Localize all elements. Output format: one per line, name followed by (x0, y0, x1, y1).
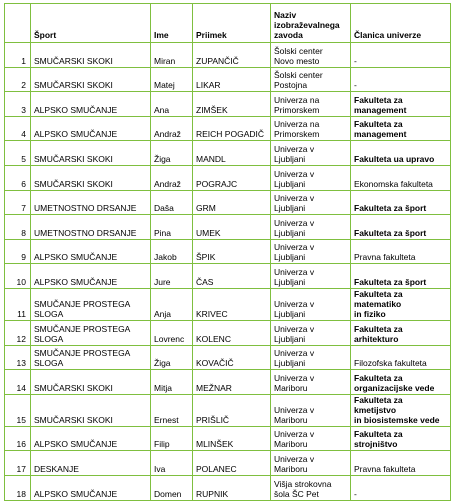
cell-last-name: REICH POGADIČ (193, 116, 271, 141)
cell-last-name: KOLENC (193, 320, 271, 345)
cell-sport: ALPSKO SMUČANJE (31, 239, 151, 264)
table-row (5, 345, 451, 370)
cell-row-number: 12 (5, 320, 31, 345)
cell-sport: SMUČARSKI SKOKI (31, 370, 151, 395)
cell-first-name: Miran (151, 43, 193, 68)
cell-row-number: 15 (5, 394, 31, 426)
header-number (5, 4, 31, 43)
cell-first-name: Žiga (151, 345, 193, 370)
cell-institution: Višja strokovna šola ŠC Pet (271, 475, 351, 500)
cell-first-name: Andraž (151, 116, 193, 141)
cell-row-number: 5 (5, 141, 31, 166)
header-institution: Naziv izobraževalnega zavoda (271, 4, 351, 43)
cell-institution: Univerza v Mariboru (271, 394, 351, 426)
table-row (5, 239, 451, 264)
cell-sport: SMUČARSKI SKOKI (31, 165, 151, 190)
cell-faculty: Fakulteta za management (351, 116, 451, 141)
cell-first-name: Iva (151, 451, 193, 476)
cell-sport: SMUČARSKI SKOKI (31, 43, 151, 68)
cell-institution: Univerza v Ljubljani (271, 215, 351, 240)
cell-row-number: 9 (5, 239, 31, 264)
header-row (5, 4, 451, 43)
cell-last-name: POLANEC (193, 451, 271, 476)
cell-row-number: 18 (5, 475, 31, 500)
cell-institution: Univerza na Primorskem (271, 116, 351, 141)
cell-last-name: PRIŠLIČ (193, 394, 271, 426)
cell-last-name: ŠPIK (193, 239, 271, 264)
cell-institution: Univerza v Ljubljani (271, 165, 351, 190)
cell-first-name: Domen (151, 475, 193, 500)
table-row (5, 426, 451, 451)
cell-faculty: - (351, 67, 451, 92)
cell-first-name: Pina (151, 215, 193, 240)
cell-faculty: - (351, 43, 451, 68)
cell-row-number: 7 (5, 190, 31, 215)
cell-row-number: 13 (5, 345, 31, 370)
cell-first-name: Jure (151, 264, 193, 289)
cell-last-name: LIKAR (193, 67, 271, 92)
cell-faculty: - (351, 475, 451, 500)
cell-sport: ALPSKO SMUČANJE (31, 264, 151, 289)
table-row (5, 394, 451, 426)
cell-sport: ALPSKO SMUČANJE (31, 426, 151, 451)
cell-faculty: Ekonomska fakulteta (351, 165, 451, 190)
athletes-table (4, 3, 451, 501)
cell-first-name: Andraž (151, 165, 193, 190)
cell-last-name: RUPNIK (193, 475, 271, 500)
cell-first-name: Anja (151, 288, 193, 320)
athletes-table-sheet (4, 3, 451, 501)
cell-row-number: 2 (5, 67, 31, 92)
cell-row-number: 8 (5, 215, 31, 240)
cell-row-number: 14 (5, 370, 31, 395)
cell-last-name: ZUPANČIČ (193, 43, 271, 68)
table-row (5, 141, 451, 166)
cell-last-name: MANDL (193, 141, 271, 166)
header-faculty: Članica univerze (351, 4, 451, 43)
header-first-name: Ime (151, 4, 193, 43)
cell-institution: Univerza v Ljubljani (271, 345, 351, 370)
cell-institution: Šolski center Novo mesto (271, 43, 351, 68)
athletes-table-body (5, 4, 451, 501)
cell-faculty: Fakulteta za strojništvo (351, 426, 451, 451)
cell-row-number: 10 (5, 264, 31, 289)
cell-last-name: KRIVEC (193, 288, 271, 320)
cell-row-number: 11 (5, 288, 31, 320)
cell-first-name: Ernest (151, 394, 193, 426)
cell-sport: UMETNOSTNO DRSANJE (31, 215, 151, 240)
table-row (5, 320, 451, 345)
cell-faculty: Fakulteta za šport (351, 215, 451, 240)
cell-first-name: Žiga (151, 141, 193, 166)
cell-institution: Šolski center Postojna (271, 67, 351, 92)
cell-last-name: MEŽNAR (193, 370, 271, 395)
cell-last-name: ZIMŠEK (193, 92, 271, 117)
cell-last-name: MLINŠEK (193, 426, 271, 451)
cell-institution: Univerza v Mariboru (271, 451, 351, 476)
cell-institution: Univerza v Ljubljani (271, 320, 351, 345)
cell-sport: SMUČANJE PROSTEGA SLOGA (31, 320, 151, 345)
table-row (5, 67, 451, 92)
table-row (5, 190, 451, 215)
cell-faculty: Fakulteta za arhitekturo (351, 320, 451, 345)
table-row (5, 264, 451, 289)
header-sport: Šport (31, 4, 151, 43)
cell-institution: Univerza v Mariboru (271, 370, 351, 395)
cell-institution: Univerza v Ljubljani (271, 288, 351, 320)
cell-institution: Univerza na Primorskem (271, 92, 351, 117)
cell-sport: DESKANJE (31, 451, 151, 476)
cell-first-name: Lovrenc (151, 320, 193, 345)
cell-faculty: Fakulteta za šport (351, 264, 451, 289)
cell-sport: SMUČARSKI SKOKI (31, 67, 151, 92)
table-row (5, 475, 451, 500)
cell-first-name: Jakob (151, 239, 193, 264)
cell-sport: ALPSKO SMUČANJE (31, 116, 151, 141)
cell-faculty: Fakulteta ua upravo (351, 141, 451, 166)
cell-row-number: 17 (5, 451, 31, 476)
cell-faculty: Pravna fakulteta (351, 239, 451, 264)
cell-faculty: Pravna fakulteta (351, 451, 451, 476)
cell-first-name: Mitja (151, 370, 193, 395)
cell-institution: Univerza v Ljubljani (271, 141, 351, 166)
cell-sport: ALPSKO SMUČANJE (31, 475, 151, 500)
table-row (5, 215, 451, 240)
table-row (5, 451, 451, 476)
table-row (5, 288, 451, 320)
cell-sport: ALPSKO SMUČANJE (31, 92, 151, 117)
table-row (5, 116, 451, 141)
cell-sport: SMUČARSKI SKOKI (31, 141, 151, 166)
cell-faculty: Fakulteta za matematiko in fiziko (351, 288, 451, 320)
cell-faculty: Filozofska fakulteta (351, 345, 451, 370)
table-row (5, 43, 451, 68)
cell-institution: Univerza v Ljubljani (271, 190, 351, 215)
table-row (5, 92, 451, 117)
cell-sport: SMUČANJE PROSTEGA SLOGA (31, 288, 151, 320)
cell-row-number: 6 (5, 165, 31, 190)
cell-first-name: Matej (151, 67, 193, 92)
cell-last-name: GRM (193, 190, 271, 215)
cell-institution: Univerza v Ljubljani (271, 239, 351, 264)
cell-sport: SMUČANJE PROSTEGA SLOGA (31, 345, 151, 370)
cell-faculty: Fakulteta za management (351, 92, 451, 117)
cell-sport: UMETNOSTNO DRSANJE (31, 190, 151, 215)
cell-first-name: Filip (151, 426, 193, 451)
cell-last-name: POGRAJC (193, 165, 271, 190)
cell-faculty: Fakulteta za kmetijstvo in biosistemske vede (351, 394, 451, 426)
cell-row-number: 1 (5, 43, 31, 68)
cell-last-name: UMEK (193, 215, 271, 240)
cell-row-number: 4 (5, 116, 31, 141)
cell-institution: Univerza v Ljubljani (271, 264, 351, 289)
cell-faculty: Fakulteta za šport (351, 190, 451, 215)
cell-row-number: 3 (5, 92, 31, 117)
cell-sport: SMUČARSKI SKOKI (31, 394, 151, 426)
cell-last-name: ČAS (193, 264, 271, 289)
table-row (5, 370, 451, 395)
cell-last-name: KOVAČIČ (193, 345, 271, 370)
header-last-name: Priimek (193, 4, 271, 43)
cell-row-number: 16 (5, 426, 31, 451)
cell-first-name: Ana (151, 92, 193, 117)
cell-institution: Univerza v Mariboru (271, 426, 351, 451)
cell-first-name: Daša (151, 190, 193, 215)
cell-faculty: Fakulteta za organizacijske vede (351, 370, 451, 395)
table-row (5, 165, 451, 190)
